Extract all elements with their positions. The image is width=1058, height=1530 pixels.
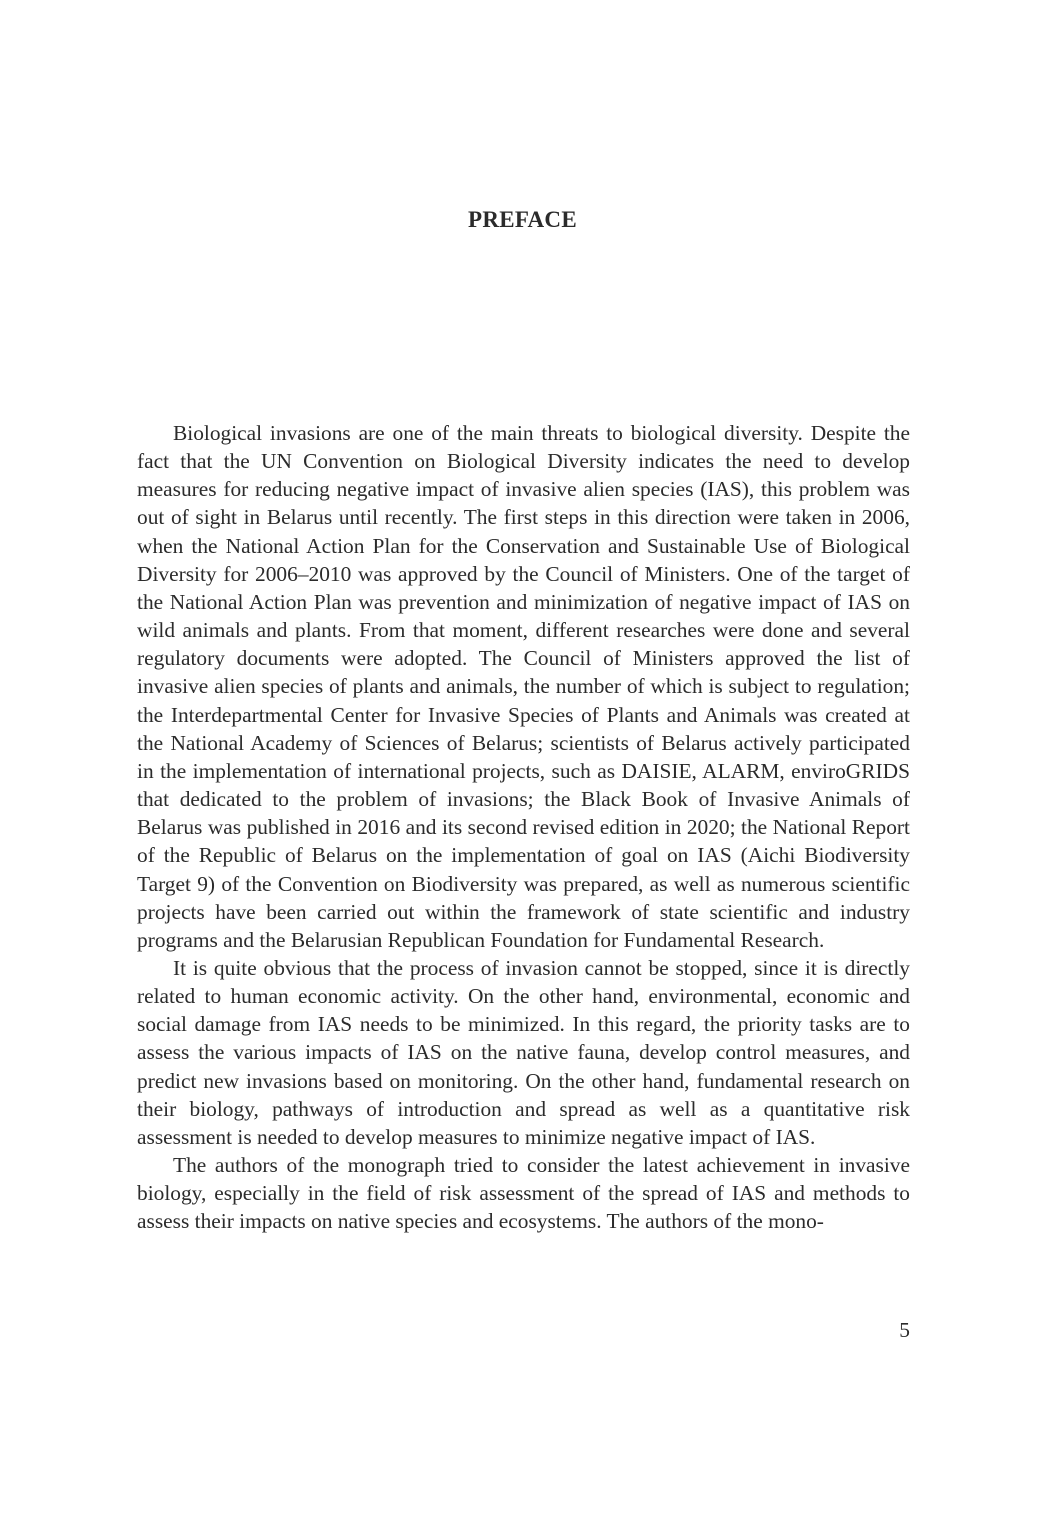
preface-body	[137, 419, 910, 1236]
page-title: PREFACE	[467, 207, 577, 232]
paragraph-2: It is quite obvious that the process of invasion cannot be stopped, since it is directly related to human economic activity. On the other hand, environmental, economic and social damage from IAS needs to be minimized. In this regard, the priority tasks are to assess the various impacts of IAS on the native fauna, develop control measures, and predict new invasions based on monitoring. On the other hand, fundamental research on their biology, pathways of introduction and spread as well as a quantitative risk assessment is needed to develop measures to minimize negative impact of IAS.	[137, 955, 910, 1149]
paragraph-3: The authors of the monograph tried to consider the latest achievement in invasive biology, especially in the field of risk assessment of the spread of IAS and methods to assess their impacts on native species and ecosystems. The authors of the mono-	[137, 1153, 910, 1234]
page-number: 5	[899, 1318, 910, 1342]
paragraph-1: Biological invasions are one of the main threats to biological diversity. Despite the fact that the UN Convention on Biological Diversity indicates the need to develop measures for reducing negative impact of invasive alien species (IAS), this problem was out of sight in Belarus until recently. The first steps in this direction were taken in 2006, when the National Action Plan for the Conservation and Sustainable Use of Biological Diversity for 2006–2010 was approved by the Council of Ministers. One of the target of the National Action Plan was prevention and minimization of negative impact of IAS on wild animals and plants. From that moment, different researches were done and several regulatory documents were adopted. The Council of Ministers approved the list of invasive alien species of plants and animals, the number of which is subject to regulation; the Interdepartmental Center for Invasive Species of Plants and Animals was created at the National Academy of Sciences of Belarus; scientists of Belarus actively participated in the implementation of international projects, such as DAISIE, ALARM, enviroGRIDS that dedicated to the problem of invasions; the Black Book of Invasive Animals of Belarus was published in 2016 and its second revised edition in 2020; the National Report of the Republic of Belarus on the implementation of goal on IAS (Aichi Biodiversity Target 9) of the Convention on Biodiversity was prepared, as well as numerous scientific projects have been carried out within the framework of state scientific and industry programs and the Belarusian Republican Foundation for Fundamental Research.	[137, 421, 910, 952]
